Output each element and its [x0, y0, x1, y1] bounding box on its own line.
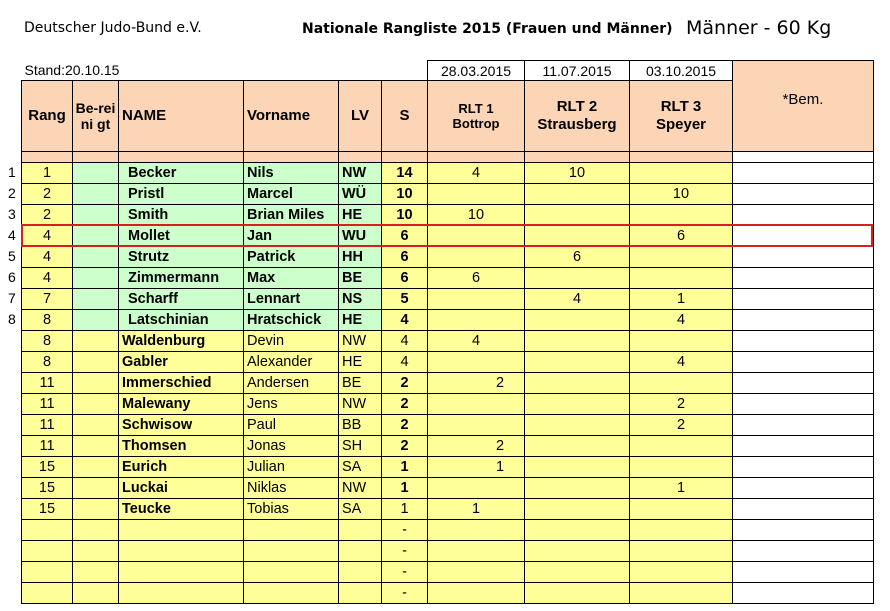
- document-title: Nationale Rangliste 2015 (Frauen und Männer): [302, 21, 673, 37]
- cell-name: Pristl: [119, 183, 244, 204]
- cell-bem: [733, 288, 874, 309]
- date-rlt1: 28.03.2015: [428, 61, 525, 81]
- cell-rlt3: 1: [630, 477, 733, 498]
- cell-rang: [22, 582, 73, 603]
- cell-bem: [733, 183, 874, 204]
- table-row: [22, 498, 874, 519]
- spacer-row: [22, 151, 874, 162]
- cell-s: 2: [382, 414, 428, 435]
- cell-name: Smith: [119, 204, 244, 225]
- col-rlt2: RLT 2 Strausberg: [525, 81, 630, 152]
- cell-lv: HE: [339, 309, 382, 330]
- cell-vorname: Jonas: [244, 435, 339, 456]
- cell-rlt1: 2: [428, 435, 525, 456]
- cell-s: 6: [382, 267, 428, 288]
- cell-bem: [733, 351, 874, 372]
- table-row: [22, 288, 874, 309]
- cell-lv: HE: [339, 351, 382, 372]
- cell-name: [119, 561, 244, 582]
- cell-rlt3: [630, 204, 733, 225]
- cell-s: 10: [382, 183, 428, 204]
- cell-rlt1: [428, 477, 525, 498]
- cell-name: Becker: [119, 162, 244, 183]
- cell-rlt1: [428, 246, 525, 267]
- weight-class: Männer - 60 Kg: [686, 17, 832, 39]
- cell-vorname: Tobias: [244, 498, 339, 519]
- cell-rlt2: [525, 309, 630, 330]
- cell-name: [119, 540, 244, 561]
- cell-rlt1: 4: [428, 330, 525, 351]
- cell-s: 2: [382, 372, 428, 393]
- cell-s: 4: [382, 330, 428, 351]
- cell-rlt1: 2: [428, 372, 525, 393]
- cell-bereinigt: [73, 519, 119, 540]
- col-rlt3: RLT 3 Speyer: [630, 81, 733, 152]
- cell-bereinigt: [73, 309, 119, 330]
- table-row: [22, 414, 874, 435]
- cell-vorname: Brian Miles: [244, 204, 339, 225]
- date-rlt3: 03.10.2015: [630, 61, 733, 81]
- cell-rlt2: [525, 183, 630, 204]
- cell-rlt2: 4: [525, 288, 630, 309]
- cell-name: Malewany: [119, 393, 244, 414]
- cell-s: 14: [382, 162, 428, 183]
- cell-bem: [733, 162, 874, 183]
- cell-rlt1: [428, 582, 525, 603]
- cell-name: Strutz: [119, 246, 244, 267]
- table-row: [22, 309, 874, 330]
- cell-vorname: Nils: [244, 162, 339, 183]
- cell-vorname: Marcel: [244, 183, 339, 204]
- cell-s: 1: [382, 456, 428, 477]
- table-row: [22, 204, 874, 225]
- cell-bem: [733, 372, 874, 393]
- table-row: [22, 351, 874, 372]
- cell-s: 10: [382, 204, 428, 225]
- cell-lv: NW: [339, 393, 382, 414]
- cell-rlt2: [525, 582, 630, 603]
- cell-s: 1: [382, 477, 428, 498]
- cell-rang: [22, 561, 73, 582]
- row-number: 6: [8, 269, 16, 285]
- cell-bereinigt: [73, 561, 119, 582]
- cell-name: Teucke: [119, 498, 244, 519]
- cell-rlt2: [525, 456, 630, 477]
- cell-rang: [22, 519, 73, 540]
- cell-name: Luckai: [119, 477, 244, 498]
- cell-rlt1: [428, 183, 525, 204]
- cell-bereinigt: [73, 540, 119, 561]
- cell-vorname: Lennart: [244, 288, 339, 309]
- cell-bereinigt: [73, 162, 119, 183]
- cell-rlt3: [630, 267, 733, 288]
- cell-rlt2: [525, 330, 630, 351]
- cell-rlt3: 2: [630, 414, 733, 435]
- cell-bem: [733, 456, 874, 477]
- cell-lv: HH: [339, 246, 382, 267]
- table-row: [22, 435, 874, 456]
- cell-lv: WÜ: [339, 183, 382, 204]
- cell-vorname: Paul: [244, 414, 339, 435]
- cell-rang: 4: [22, 246, 73, 267]
- cell-name: Waldenburg: [119, 330, 244, 351]
- row-number: 1: [8, 164, 16, 180]
- cell-rang: 8: [22, 330, 73, 351]
- cell-bem: [733, 414, 874, 435]
- cell-rlt2: [525, 477, 630, 498]
- table-row: [22, 225, 874, 246]
- cell-rang: 4: [22, 267, 73, 288]
- cell-rang: 11: [22, 393, 73, 414]
- cell-name: Zimmermann: [119, 267, 244, 288]
- cell-rlt3: 4: [630, 351, 733, 372]
- cell-bereinigt: [73, 288, 119, 309]
- cell-bem: [733, 393, 874, 414]
- cell-vorname: Max: [244, 267, 339, 288]
- table-row: [22, 393, 874, 414]
- table-row: [22, 246, 874, 267]
- cell-rlt2: [525, 540, 630, 561]
- row-number: 3: [8, 206, 16, 222]
- table-row: [22, 183, 874, 204]
- cell-rlt1: [428, 225, 525, 246]
- cell-vorname: Jens: [244, 393, 339, 414]
- cell-rang: 11: [22, 414, 73, 435]
- cell-rlt3: 1: [630, 288, 733, 309]
- cell-s: -: [382, 519, 428, 540]
- col-rang: Rang: [22, 81, 73, 152]
- cell-rlt3: [630, 519, 733, 540]
- cell-name: [119, 582, 244, 603]
- cell-bem: [733, 309, 874, 330]
- cell-rlt2: 6: [525, 246, 630, 267]
- cell-s: 4: [382, 309, 428, 330]
- cell-bereinigt: [73, 204, 119, 225]
- cell-rang: 15: [22, 456, 73, 477]
- cell-rlt2: 10: [525, 162, 630, 183]
- cell-rlt1: [428, 309, 525, 330]
- cell-rlt1: [428, 561, 525, 582]
- cell-rlt3: [630, 582, 733, 603]
- cell-rlt1: [428, 519, 525, 540]
- cell-rlt3: [630, 330, 733, 351]
- ranking-table: [21, 60, 874, 604]
- cell-rlt2: [525, 372, 630, 393]
- table-row: [22, 330, 874, 351]
- cell-vorname: [244, 561, 339, 582]
- cell-rlt1: [428, 351, 525, 372]
- stand-date: Stand:20.10.15: [24, 61, 120, 78]
- cell-rlt1: 1: [428, 498, 525, 519]
- table-row: [22, 372, 874, 393]
- cell-bereinigt: [73, 456, 119, 477]
- cell-bem: [733, 561, 874, 582]
- cell-vorname: Alexander: [244, 351, 339, 372]
- table-row: [22, 477, 874, 498]
- cell-rlt3: [630, 540, 733, 561]
- cell-rang: 15: [22, 498, 73, 519]
- cell-bereinigt: [73, 351, 119, 372]
- row-number: 2: [8, 185, 16, 201]
- cell-lv: [339, 561, 382, 582]
- col-lv: LV: [339, 81, 382, 152]
- cell-rlt1: 10: [428, 204, 525, 225]
- cell-bereinigt: [73, 372, 119, 393]
- cell-s: 6: [382, 225, 428, 246]
- cell-rang: 11: [22, 435, 73, 456]
- cell-lv: BE: [339, 372, 382, 393]
- cell-bem: [733, 204, 874, 225]
- cell-name: Mollet: [119, 225, 244, 246]
- cell-bem: [733, 582, 874, 603]
- cell-rlt2: [525, 435, 630, 456]
- cell-s: -: [382, 540, 428, 561]
- cell-rang: 15: [22, 477, 73, 498]
- cell-rlt2: [525, 267, 630, 288]
- cell-s: 5: [382, 288, 428, 309]
- cell-rlt3: [630, 456, 733, 477]
- cell-bereinigt: [73, 225, 119, 246]
- cell-vorname: [244, 540, 339, 561]
- cell-rang: 8: [22, 351, 73, 372]
- cell-rlt2: [525, 561, 630, 582]
- table-row: [22, 456, 874, 477]
- cell-vorname: Hratschick: [244, 309, 339, 330]
- cell-rlt3: 4: [630, 309, 733, 330]
- cell-bem: [733, 498, 874, 519]
- cell-s: 2: [382, 393, 428, 414]
- cell-bereinigt: [73, 582, 119, 603]
- cell-lv: SA: [339, 456, 382, 477]
- cell-bem: [733, 330, 874, 351]
- cell-bem: [733, 519, 874, 540]
- cell-rlt3: 2: [630, 393, 733, 414]
- cell-lv: BB: [339, 414, 382, 435]
- col-name: NAME: [119, 81, 244, 152]
- col-rlt1: RLT 1 Bottrop: [428, 81, 525, 152]
- cell-bereinigt: [73, 477, 119, 498]
- col-bereinigt: Be-reini gt: [73, 81, 119, 152]
- cell-s: 1: [382, 498, 428, 519]
- cell-vorname: Andersen: [244, 372, 339, 393]
- cell-rang: 11: [22, 372, 73, 393]
- cell-rlt3: [630, 162, 733, 183]
- cell-rlt3: [630, 561, 733, 582]
- cell-vorname: [244, 519, 339, 540]
- table-row: [22, 267, 874, 288]
- cell-vorname: Jan: [244, 225, 339, 246]
- col-s: S: [382, 81, 428, 152]
- cell-s: -: [382, 561, 428, 582]
- cell-lv: NS: [339, 288, 382, 309]
- cell-rlt1: 4: [428, 162, 525, 183]
- cell-rlt3: [630, 372, 733, 393]
- cell-rlt2: [525, 225, 630, 246]
- cell-rlt3: [630, 498, 733, 519]
- cell-vorname: Niklas: [244, 477, 339, 498]
- cell-lv: NW: [339, 162, 382, 183]
- cell-rlt1: 6: [428, 267, 525, 288]
- col-vorname: Vorname: [244, 81, 339, 152]
- cell-bereinigt: [73, 498, 119, 519]
- cell-bereinigt: [73, 435, 119, 456]
- row-number: 4: [8, 227, 16, 243]
- cell-lv: [339, 540, 382, 561]
- table-row: [22, 582, 874, 603]
- table-row: [22, 540, 874, 561]
- cell-s: 2: [382, 435, 428, 456]
- cell-bereinigt: [73, 393, 119, 414]
- cell-rlt2: [525, 498, 630, 519]
- row-number: 7: [8, 290, 16, 306]
- cell-name: Thomsen: [119, 435, 244, 456]
- cell-bereinigt: [73, 414, 119, 435]
- cell-vorname: Julian: [244, 456, 339, 477]
- cell-bem: [733, 246, 874, 267]
- cell-lv: [339, 519, 382, 540]
- cell-rlt2: [525, 393, 630, 414]
- cell-bem: [733, 435, 874, 456]
- cell-lv: [339, 582, 382, 603]
- cell-rlt3: [630, 246, 733, 267]
- cell-bereinigt: [73, 330, 119, 351]
- cell-name: [119, 519, 244, 540]
- dates-row: [22, 61, 874, 81]
- cell-rlt1: [428, 414, 525, 435]
- cell-s: 4: [382, 351, 428, 372]
- cell-rlt2: [525, 204, 630, 225]
- cell-vorname: Devin: [244, 330, 339, 351]
- organization-name: Deutscher Judo-Bund e.V.: [24, 20, 202, 36]
- cell-bem: [733, 477, 874, 498]
- cell-name: Gabler: [119, 351, 244, 372]
- cell-name: Latschinian: [119, 309, 244, 330]
- cell-rlt3: 6: [630, 225, 733, 246]
- table-row: [22, 162, 874, 183]
- cell-name: Schwisow: [119, 414, 244, 435]
- bem-top: [733, 61, 874, 81]
- cell-rang: 8: [22, 309, 73, 330]
- cell-rlt1: 1: [428, 456, 525, 477]
- cell-rlt2: [525, 519, 630, 540]
- table-row: [22, 561, 874, 582]
- cell-rang: 2: [22, 204, 73, 225]
- cell-rlt1: [428, 393, 525, 414]
- cell-rlt1: [428, 288, 525, 309]
- header-row: [22, 81, 874, 152]
- cell-name: Immerschied: [119, 372, 244, 393]
- cell-lv: SA: [339, 498, 382, 519]
- cell-bem: [733, 267, 874, 288]
- cell-vorname: Patrick: [244, 246, 339, 267]
- cell-bereinigt: [73, 183, 119, 204]
- cell-bereinigt: [73, 246, 119, 267]
- cell-lv: BE: [339, 267, 382, 288]
- table-row: [22, 519, 874, 540]
- cell-lv: NW: [339, 330, 382, 351]
- cell-bem: [733, 225, 874, 246]
- cell-bem: [733, 540, 874, 561]
- cell-lv: HE: [339, 204, 382, 225]
- cell-name: Scharff: [119, 288, 244, 309]
- cell-bereinigt: [73, 267, 119, 288]
- row-number: 8: [8, 311, 16, 327]
- cell-s: 6: [382, 246, 428, 267]
- col-bem: *Bem.: [733, 81, 874, 152]
- cell-rang: 2: [22, 183, 73, 204]
- cell-rlt2: [525, 414, 630, 435]
- cell-vorname: [244, 582, 339, 603]
- cell-s: -: [382, 582, 428, 603]
- cell-lv: SH: [339, 435, 382, 456]
- row-number: 5: [8, 248, 16, 264]
- cell-lv: WU: [339, 225, 382, 246]
- cell-rang: 1: [22, 162, 73, 183]
- cell-rang: 4: [22, 225, 73, 246]
- date-rlt2: 11.07.2015: [525, 61, 630, 81]
- cell-lv: NW: [339, 477, 382, 498]
- cell-rlt3: 10: [630, 183, 733, 204]
- cell-rang: 7: [22, 288, 73, 309]
- cell-rlt3: [630, 435, 733, 456]
- cell-rang: [22, 540, 73, 561]
- cell-name: Eurich: [119, 456, 244, 477]
- cell-rlt2: [525, 351, 630, 372]
- cell-rlt1: [428, 540, 525, 561]
